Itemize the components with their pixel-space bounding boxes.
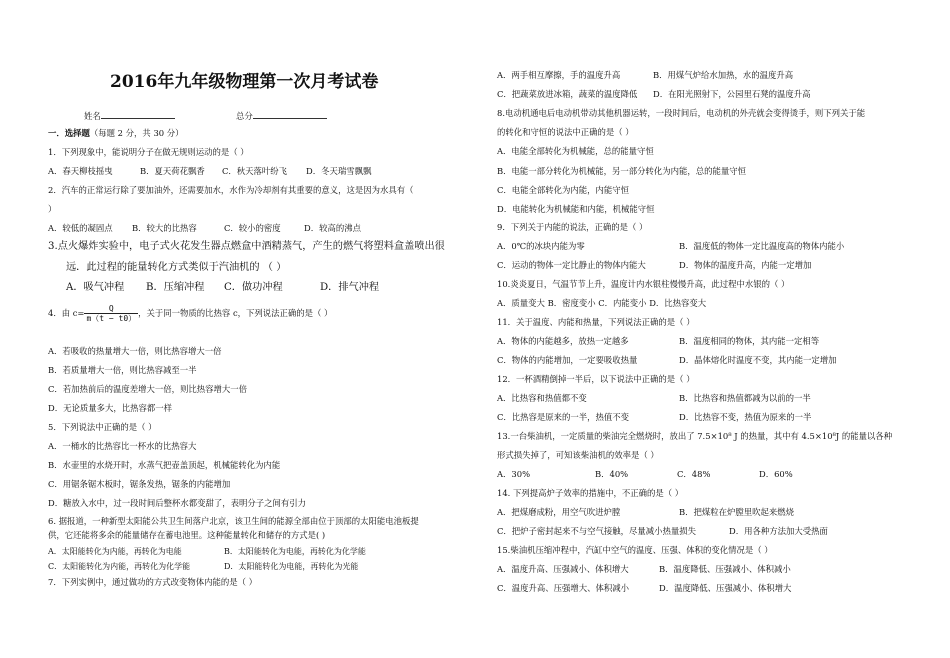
option-7b: B．用煤气炉给水加热，水的温度升高 xyxy=(653,70,794,80)
option-9b: B．温度低的物体一定比温度高的物体内能小 xyxy=(679,241,845,251)
question-15: 15.柴油机压缩冲程中，汽缸中空气的温度、压强、体积的变化情况是（ ） xyxy=(497,545,773,555)
question-2: 2．汽车的正常运行除了要加油外，还需要加水，水作为冷却剂有其重要的意义，这是因为水具有（ xyxy=(48,185,414,195)
option-11b: B．温度相同的物体，其内能一定相等 xyxy=(679,336,820,346)
option-1d: D．冬天瑞雪飘飘 xyxy=(306,166,372,176)
option-4d: D．无论质量多大，比热容都一样 xyxy=(48,403,172,413)
formula-numerator: Q xyxy=(84,304,138,314)
option-1b: B．夏天荷花飘香 xyxy=(140,166,205,176)
score-label: 总分 xyxy=(236,111,253,121)
option-6a: A．太阳能转化为内能，再转化为电能 xyxy=(48,547,182,556)
option-3b: B．压缩冲程 xyxy=(146,282,205,293)
option-8c: C．电能全部转化为内能，内能守恒 xyxy=(497,185,630,195)
question-8: 8.电动机通电后电动机带动其他机器运转，一段时间后，电动机的外壳就会变得烫手，则下列关于能 xyxy=(497,108,866,118)
option-3d: D．排气冲程 xyxy=(320,282,380,293)
question-13-cont: 形式损失掉了，可知该柴油机的效率是（ ） xyxy=(497,450,659,460)
option-13c: C．48% xyxy=(677,469,711,479)
option-7a: A．两手相互摩擦，手的温度升高 xyxy=(497,70,621,80)
option-15b: B．温度降低、压强减小、体积减小 xyxy=(659,564,791,574)
section-note: （每题 2 分，共 30 分） xyxy=(89,128,184,138)
formula-denominator: m（t − t0） xyxy=(86,314,137,323)
question-9: 9．下列关于内能的说法，正确的是（ ） xyxy=(497,222,648,232)
option-4c: C．若加热前后的温度差增大一倍，则比热容增大一倍 xyxy=(48,384,248,394)
question-3-cont: 远．此过程的能量转化方式类似于汽油机的 （ ） xyxy=(66,262,287,273)
option-12c: C．比热容是原来的一半，热值不变 xyxy=(497,412,630,422)
option-5d: D．糖放入水中，过一段时间后整杯水都变甜了，表明分子之间有引力 xyxy=(48,498,306,508)
option-6c: C．太阳能转化为内能，再转化为化学能 xyxy=(48,562,191,571)
question-6: 6. 据报道，一种新型太阳能公共卫生间落户北京，该卫生间的能源全部由位于顶部的太阳能电池板提 xyxy=(48,516,419,526)
option-11d: D．晶体熔化时温度不变，其内能一定增加 xyxy=(679,355,837,365)
option-4a: A．若吸收的热量增大一倍，则比热容增大一倍 xyxy=(48,346,222,356)
option-7d: D．在阳光照射下，公园里石凳的温度升高 xyxy=(653,89,811,99)
option-8d: D．电能转化为机械能和内能，机械能守恒 xyxy=(497,204,655,214)
option-2a: A．较低的凝固点 xyxy=(48,223,113,233)
option-5c: C．用锯条锯木板时，锯条发热，锯条的内能增加 xyxy=(48,479,231,489)
option-12b: B．比热容和热值都减为以前的一半 xyxy=(679,393,811,403)
formula-fraction xyxy=(84,304,138,323)
option-12a: A．比热容和热值都不变 xyxy=(497,393,587,403)
option-1a: A．春天柳枝摇曳 xyxy=(48,166,113,176)
option-14c: C．把炉子密封起来不与空气接触，尽量减小热量损失 xyxy=(497,526,697,536)
name-field[interactable] xyxy=(84,110,175,122)
option-2d: D．较高的沸点 xyxy=(304,223,361,233)
question-12: 12．一杯酒精倒掉一半后，以下说法中正确的是（ ） xyxy=(497,374,695,384)
question-2-cont: ） xyxy=(48,204,57,214)
option-15a: A．温度升高、压强减小、体积增大 xyxy=(497,564,629,574)
option-15c: C．温度升高、压强增大、体积减小 xyxy=(497,583,630,593)
option-2b: B．较大的比热容 xyxy=(132,223,197,233)
option-14a: A．把煤磨成粉，用空气吹进炉膛 xyxy=(497,507,621,517)
option-11c: C．物体的内能增加，一定要吸收热量 xyxy=(497,355,638,365)
option-13d: D．60% xyxy=(759,469,793,479)
option-5b: B．水壶里的水烧开时，水蒸气把壶盖顶起，机械能转化为内能 xyxy=(48,460,281,470)
option-7c: C．把蔬菜放进冰箱，蔬菜的温度降低 xyxy=(497,89,638,99)
question-7: 7．下列实例中，通过做功的方式改变物体内能的是（ ） xyxy=(48,577,257,587)
option-15d: D．温度降低、压强减小、体积增大 xyxy=(659,583,792,593)
name-label: 姓名 xyxy=(84,111,101,121)
question-14: 14. 下列提高炉子效率的措施中，不正确的是（ ） xyxy=(497,488,684,498)
option-8a: A．电能全部转化为机械能，总的能量守恒 xyxy=(497,146,654,156)
option-12d: D．比热容不变，热值为原来的一半 xyxy=(679,412,812,422)
option-13b: B．40% xyxy=(595,469,629,479)
option-9a: A．0℃的冰块内能为零 xyxy=(497,241,585,251)
option-8b: B．电能一部分转化为机械能，另一部分转化为内能，总的能量守恒 xyxy=(497,166,747,176)
option-6b: B．太阳能转化为电能，再转化为化学能 xyxy=(224,547,366,556)
question-8-cont: 的转化和守恒的说法中正确的是（ ） xyxy=(497,127,634,137)
question-10: 10.炎炎夏日，气温节节上升，温度计内水银柱慢慢升高，此过程中水银的（ ） xyxy=(497,279,790,289)
option-9c: C．运动的物体一定比静止的物体内能大 xyxy=(497,260,646,270)
question-6-cont: 供，它还能将多余的能量储存在蓄电池里。这种能量转化和储存的方式是( ) xyxy=(48,530,326,540)
question-5: 5．下列说法中正确的是（ ） xyxy=(48,422,157,432)
option-13a: A．30% xyxy=(497,469,531,479)
question-11: 11．关于温度、内能和热量，下列说法正确的是（ ） xyxy=(497,317,695,327)
score-field[interactable] xyxy=(236,110,327,122)
option-9d: D．物体的温度升高，内能一定增加 xyxy=(679,260,812,270)
option-14b: B．把煤粒在炉膛里吹起来燃烧 xyxy=(679,507,795,517)
option-14d: D．用各种方法加大受热面 xyxy=(729,526,828,536)
option-4b: B．若质量增大一倍，则比热容减至一半 xyxy=(48,365,197,375)
question-13: 13.一台柴油机，一定质量的柴油完全燃烧时，放出了 7.5×10⁸ J 的热量，其中有 4.5×10⁸J 的能量以各种 xyxy=(497,431,893,441)
section-heading: 一．选择题（每题 2 分，共 30 分） xyxy=(48,128,184,138)
option-3c: C．做功冲程 xyxy=(224,282,283,293)
question-3: 3.点火爆炸实验中，电子式火花发生器点燃盒中酒精蒸气，产生的燃气将塑料盒盖喷出很 xyxy=(48,241,445,252)
section-title: 选择题 xyxy=(64,128,90,138)
option-5a: A．一桶水的比热容比一杯水的比热容大 xyxy=(48,441,197,451)
option-1c: C．秋天落叶纷飞 xyxy=(222,166,288,176)
option-2c: C．较小的密度 xyxy=(224,223,281,233)
question-1: 1．下列现象中，能说明分子在做无规则运动的是（ ） xyxy=(48,147,249,157)
option-11a: A．物体的内能越多，放热一定越多 xyxy=(497,336,629,346)
option-6d: D．太阳能转化为电能，再转化为光能 xyxy=(224,562,359,571)
page-title: 2016年九年级物理第一次月考试卷 xyxy=(110,72,379,92)
option-3a: A．吸气冲程 xyxy=(66,282,125,293)
options-10: A．质量变大 B．密度变小 C．内能变小 D．比热容变大 xyxy=(497,298,707,308)
question-4: 4．由 c= $\frac{Q}{m(t - t0)}$ ，关于同一物质的比热容 c，下列说法正确的是（ ） xyxy=(48,304,333,323)
